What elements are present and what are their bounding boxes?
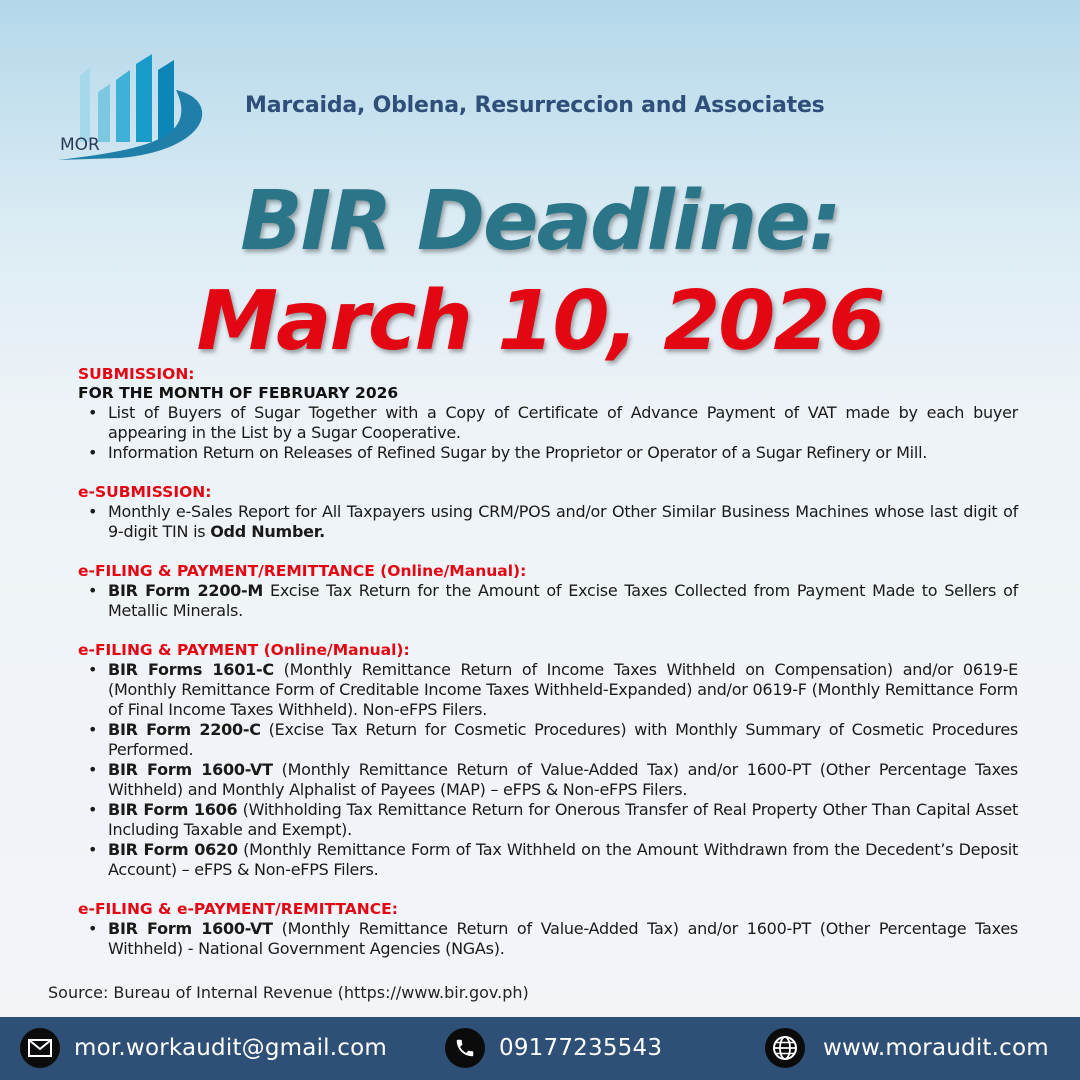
form-label: BIR Form 1600-VT — [108, 760, 273, 779]
list-item — [78, 840, 1018, 880]
list-item — [78, 760, 1018, 800]
list-item — [78, 800, 1018, 840]
item-text: (Monthly Remittance Return of Income Taxes Withheld on Compensation) and/or 0619-E (Monthly Remittance Form of Creditable Income Taxes Withheld-Expanded) and/or 0619-F (Monthly Remittance Form of Final Income Taxes Withheld). Non-eFPS Filers. — [108, 660, 1018, 719]
form-label: BIR Form 1606 — [108, 800, 238, 819]
efiling-remittance-list — [78, 581, 1018, 621]
form-label: BIR Form 1600-VT — [108, 919, 273, 938]
form-label: BIR Form 2200-M — [108, 581, 264, 600]
section-subheading-month: FOR THE MONTH OF FEBRUARY 2026 — [78, 384, 399, 402]
item-text: Monthly e-Sales Report for All Taxpayers using CRM/POS and/or Other Similar Business Machines whose last digit of 9-digit TIN is — [108, 502, 1018, 541]
section-heading-efiling-epayment: e-FILING & e-PAYMENT/REMITTANCE: — [78, 900, 398, 918]
globe-icon — [765, 1028, 805, 1068]
list-item — [78, 581, 1018, 621]
firm-name: Marcaida, Oblena, Resurreccion and Associates — [245, 93, 825, 118]
form-label: BIR Form 2200-C — [108, 720, 261, 739]
form-label: BIR Form 0620 — [108, 840, 238, 859]
mail-icon — [20, 1028, 60, 1068]
website-link[interactable]: www.moraudit.com — [823, 1035, 1049, 1061]
efiling-epayment-list — [78, 919, 1018, 959]
item-bold-text: Odd Number. — [210, 522, 325, 541]
logo-text: MOR — [60, 135, 100, 155]
source-note: Source: Bureau of Internal Revenue (https://www.bir.gov.ph) — [48, 983, 529, 1002]
form-label: BIR Forms 1601-C — [108, 660, 274, 679]
list-item — [78, 660, 1018, 720]
email-link[interactable]: mor.workaudit@gmail.com — [74, 1035, 387, 1061]
list-item — [78, 919, 1018, 959]
section-heading-submission: SUBMISSION: — [78, 365, 195, 383]
section-heading-efiling-remittance: e-FILING & PAYMENT/REMITTANCE (Online/Manual): — [78, 562, 527, 580]
footer-bar — [0, 1017, 1080, 1080]
item-text: (Excise Tax Return for Cosmetic Procedures) with Monthly Summary of Cosmetic Procedures Performed. — [108, 720, 1018, 759]
title-date: March 10, 2026 — [196, 274, 884, 369]
list-item — [78, 502, 1018, 542]
footer-email[interactable] — [20, 1028, 387, 1068]
mor-logo — [50, 50, 212, 165]
item-text: (Withholding Tax Remittance Return for Onerous Transfer of Real Property Other Than Capital Asset Including Taxable and Exempt). — [108, 800, 1018, 839]
item-text: (Monthly Remittance Return of Value-Added Tax) and/or 1600-PT (Other Percentage Taxes Withheld) and Monthly Alphalist of Payees (MAP) – eFPS & Non-eFPS Filers. — [108, 760, 1019, 799]
efiling-payment-list — [78, 660, 1018, 880]
title-block — [0, 172, 1080, 372]
title-deadline: BIR Deadline: — [240, 174, 840, 269]
esubmission-list — [78, 502, 1018, 542]
section-heading-esubmission: e-SUBMISSION: — [78, 483, 212, 501]
item-text: (Monthly Remittance Return of Value-Added Tax) and/or 1600-PT (Other Percentage Taxes Withheld) - National Government Agencies (NGAs). — [108, 919, 1019, 958]
submission-list — [78, 403, 1018, 463]
footer-website[interactable] — [765, 1028, 1049, 1068]
section-heading-efiling-payment: e-FILING & PAYMENT (Online/Manual): — [78, 641, 410, 659]
phone-icon — [445, 1028, 485, 1068]
list-item: • List of Buyers of Sugar Together with a Copy of Certificate of Advance Payment of VAT made by each buyer appearing in the List by a Sugar Cooperative. — [78, 403, 1018, 443]
phone-number[interactable]: 09177235543 — [499, 1035, 663, 1061]
footer-phone[interactable] — [445, 1028, 662, 1068]
content — [78, 365, 1018, 959]
header — [50, 50, 1030, 170]
item-text: (Monthly Remittance Form of Tax Withheld on the Amount Withdrawn from the Decedent’s Deposit Account) – eFPS & Non-eFPS Filers. — [108, 840, 1019, 879]
item-text: Excise Tax Return for the Amount of Excise Taxes Collected from Payment Made to Sellers of Metallic Minerals. — [108, 581, 1019, 620]
list-item: • Information Return on Releases of Refined Sugar by the Proprietor or Operator of a Sugar Refinery or Mill. — [78, 443, 1018, 463]
list-item — [78, 720, 1018, 760]
